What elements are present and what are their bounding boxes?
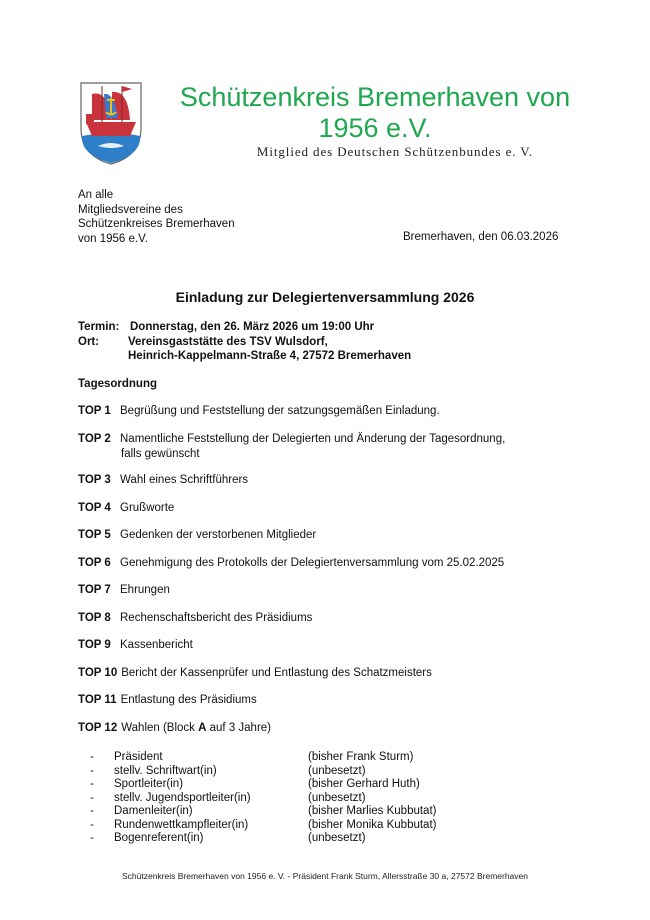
agenda-item (78, 721, 271, 736)
bullet-dash: - (90, 791, 94, 804)
agenda-item (78, 666, 432, 681)
recipient-line: von 1956 e.V. (78, 232, 148, 245)
agenda-text: Grußworte (120, 502, 175, 514)
agenda-item (78, 556, 504, 571)
agenda-number: TOP 11 (78, 694, 117, 706)
election-status: (unbesetzt) (308, 832, 366, 844)
agenda-number: TOP 7 (78, 584, 111, 596)
agenda-text: Ehrungen (120, 584, 170, 596)
ort-label: Ort: (78, 336, 100, 348)
org-title-line1: Schützenkreis Bremerhaven von (179, 82, 571, 112)
agenda-item (78, 501, 174, 516)
page-footer: Schützenkreis Bremerhaven von 1956 e. V. - Präsident Frank Sturm, Allersstraße 30 a, 27572 Bremerhaven (121, 871, 528, 881)
agenda-number: TOP 1 (78, 405, 111, 417)
document-heading: Einladung zur Delegiertenversammlung 2026 (175, 289, 475, 305)
bullet-dash: - (90, 764, 94, 777)
org-subtitle: Mitglied des Deutschen Schützenbundes e. V. (256, 144, 534, 159)
agenda-text: Entlastung des Präsidiums (120, 694, 257, 706)
termin-line (78, 321, 374, 333)
org-title-line2: 1956 e.V. (318, 113, 432, 143)
bullet-dash: - (90, 778, 94, 790)
election-row (90, 819, 436, 833)
agenda-number: TOP 9 (78, 639, 111, 651)
agenda-number: TOP 8 (78, 612, 111, 624)
election-row (90, 805, 436, 819)
election-status: (bisher Marlies Kubbutat) (308, 805, 437, 817)
termin-value: Donnerstag, den 26. März 2026 um 19:00 Uhr (130, 321, 375, 333)
coat-of-arms-logo (78, 80, 144, 166)
agenda-item (78, 528, 316, 543)
agenda-text-bold: A (198, 722, 207, 734)
agenda-text: Bericht der Kassenprüfer und Entlastung des Schatzmeisters (121, 667, 432, 679)
date-line: Bremerhaven, den 06.03.2026 (403, 231, 559, 243)
agenda-item (78, 583, 170, 598)
election-row (90, 765, 366, 779)
bullet-dash: - (90, 805, 94, 817)
election-row (90, 751, 413, 765)
agenda-number: TOP 3 (78, 474, 111, 486)
election-status: (unbesetzt) (308, 791, 366, 804)
election-role: Sportleiter(in) (114, 778, 184, 790)
election-role: stellv. Schriftwart(in) (114, 764, 217, 777)
agenda-item (78, 693, 257, 708)
agenda-text: Rechenschaftsbericht des Präsidiums (120, 612, 313, 624)
election-status: (unbesetzt) (308, 764, 366, 777)
agenda-text: Genehmigung des Protokolls der Delegiertenversammlung vom 25.02.2025 (120, 557, 505, 569)
agenda-text-post: auf 3 Jahre) (206, 722, 272, 734)
agenda-number: TOP 2 (78, 433, 111, 445)
agenda-title: Tagesordnung (78, 378, 158, 390)
bullet-dash: - (90, 832, 94, 844)
recipient-line: Schützenkreises Bremerhaven (78, 218, 235, 230)
agenda-number: TOP 4 (78, 502, 111, 514)
termin-label: Termin: (78, 321, 120, 333)
agenda-number: TOP 10 (78, 667, 118, 679)
election-role: Damenleiter(in) (114, 805, 193, 817)
agenda-item (78, 611, 312, 626)
agenda-text-pre: Wahlen (Block (121, 722, 199, 734)
recipient-line: Mitgliedsvereine des (78, 203, 183, 216)
ort-line (78, 336, 328, 348)
agenda-text: Gedenken der verstorbenen Mitglieder (120, 529, 317, 541)
election-row (90, 832, 366, 846)
agenda-item (78, 473, 248, 488)
election-status: (bisher Monika Kubbutat) (308, 818, 437, 831)
agenda-item (78, 638, 193, 653)
election-status: (bisher Frank Sturm) (308, 751, 414, 763)
election-role: stellv. Jugendsportleiter(in) (114, 791, 251, 804)
election-row (90, 778, 420, 792)
election-role: Präsident (114, 751, 163, 763)
bullet-dash: - (90, 751, 94, 763)
recipient-line: An alle (78, 189, 114, 201)
agenda-text: Wahl eines Schriftführers (120, 474, 249, 486)
recipient-address (78, 188, 235, 246)
bullet-dash: - (90, 818, 94, 831)
agenda-item (78, 404, 440, 419)
ort-value-line2: Heinrich-Kappelmann-Straße 4, 27572 Bremerhaven (128, 350, 412, 362)
agenda-item (78, 432, 505, 461)
agenda-text: Namentliche Feststellung der Delegierten und Änderung der Tagesordnung, (120, 433, 506, 445)
agenda-text: Begrüßung und Feststellung der satzungsgemäßen Einladung. (120, 405, 440, 417)
election-role: Rundenwettkampfleiter(in) (114, 818, 249, 831)
ort-value-line1: Vereinsgaststätte des TSV Wulsdorf, (128, 336, 328, 348)
election-role: Bogenreferent(in) (114, 832, 204, 844)
agenda-text-continued: falls gewünscht (121, 447, 200, 460)
agenda-number: TOP 12 (78, 722, 118, 734)
election-row (90, 792, 366, 806)
agenda-number: TOP 6 (78, 557, 111, 569)
agenda-text: Kassenbericht (120, 639, 193, 651)
election-status: (bisher Gerhard Huth) (308, 778, 420, 790)
agenda-number: TOP 5 (78, 529, 111, 541)
